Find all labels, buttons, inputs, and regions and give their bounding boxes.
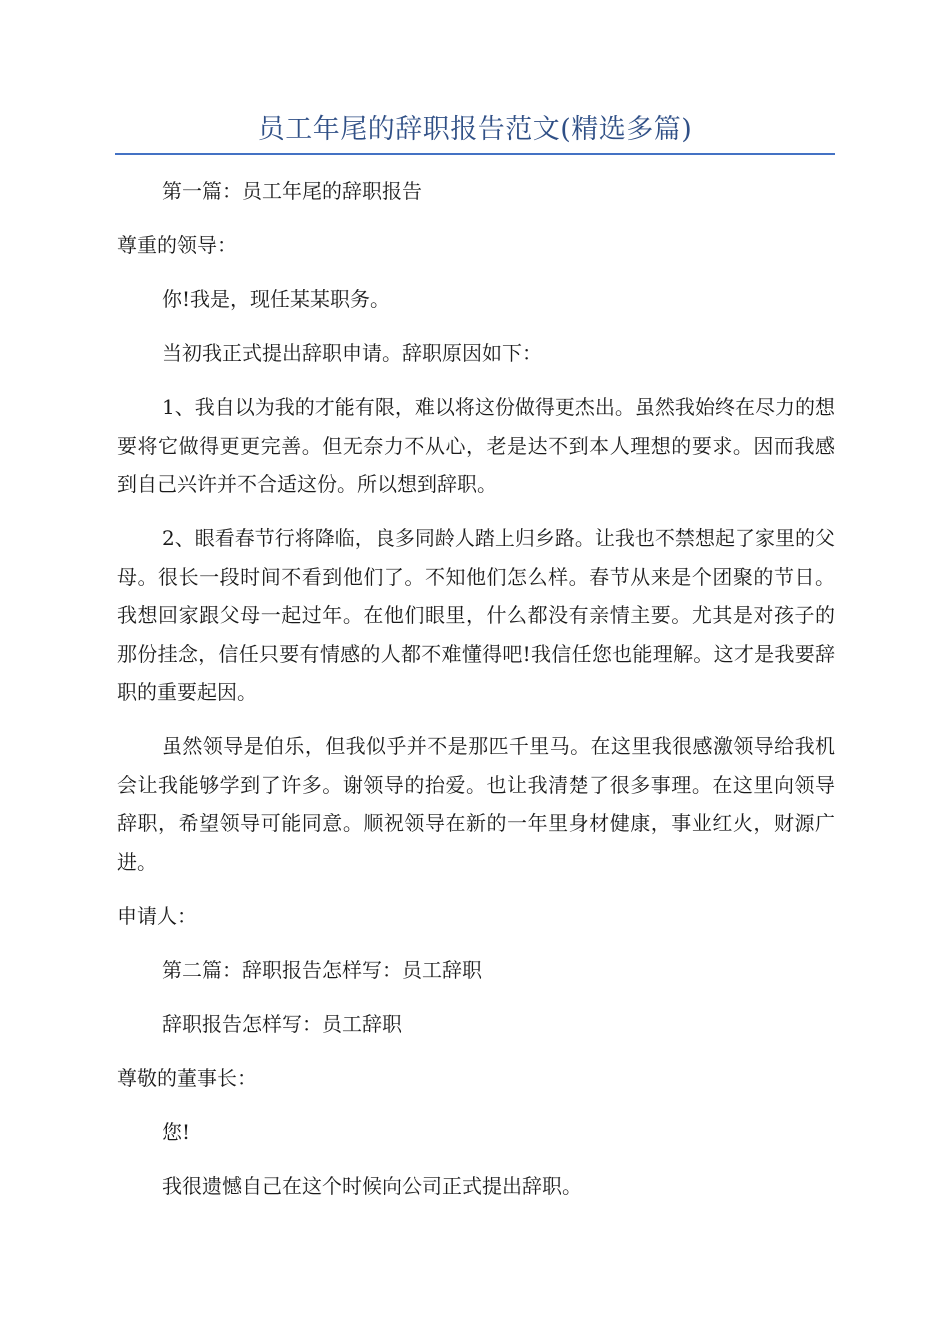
section-heading-1: 第一篇：员工年尾的辞职报告 bbox=[162, 179, 422, 203]
reason-paragraph-2: 2、眼看春节行将降临，良多同龄人踏上归乡路。让我也不禁想起了家里的父母。很长一段时间不看到他们了。不知他们怎么样。春节从来是个团聚的节日。我想回家跟父母一起过年。在他们眼里，什么都没有亲情主要。尤其是对孩子的那份挂念，信任只要有情感的人都不难懂得吧!我信任您也能理解。这才是我要辞职的重要起因。 bbox=[117, 526, 835, 704]
greeting-2: 您! bbox=[162, 1119, 191, 1144]
section-heading-2: 第二篇：辞职报告怎样写：员工辞职 bbox=[162, 957, 482, 982]
document-body bbox=[117, 172, 835, 1221]
document-title: 员工年尾的辞职报告范文(精选多篇) bbox=[257, 114, 693, 145]
subheading: 辞职报告怎样写：员工辞职 bbox=[162, 1011, 402, 1036]
intro-paragraph: 当初我正式提出辞职申请。辞职原因如下： bbox=[162, 341, 542, 365]
opening-line: 我很遗憾自己在这个时候向公司正式提出辞职。 bbox=[162, 1173, 582, 1198]
salutation: 尊重的领导： bbox=[117, 233, 237, 257]
greeting-paragraph: 你!我是，现任某某职务。 bbox=[162, 287, 391, 311]
closing-paragraph: 虽然领导是伯乐，但我似乎并不是那匹千里马。在这里我很感激领导给我机会让我能够学到了许多。谢领导的抬爱。也让我清楚了很多事理。在这里向领导辞职，希望领导可能同意。顺祝领导在新的一年里身材健康，事业红火，财源广进。 bbox=[117, 734, 835, 874]
reason-paragraph-1: 1、我自以为我的才能有限，难以将这份做得更杰出。虽然我始终在尽力的想要将它做得更更完善。但无奈力不从心，老是达不到本人理想的要求。因而我感到自己兴许并不合适这份。所以想到辞职。 bbox=[117, 395, 835, 496]
title-underline bbox=[115, 153, 835, 155]
salutation-2: 尊敬的董事长： bbox=[117, 1065, 257, 1090]
applicant-line: 申请人： bbox=[117, 903, 197, 928]
